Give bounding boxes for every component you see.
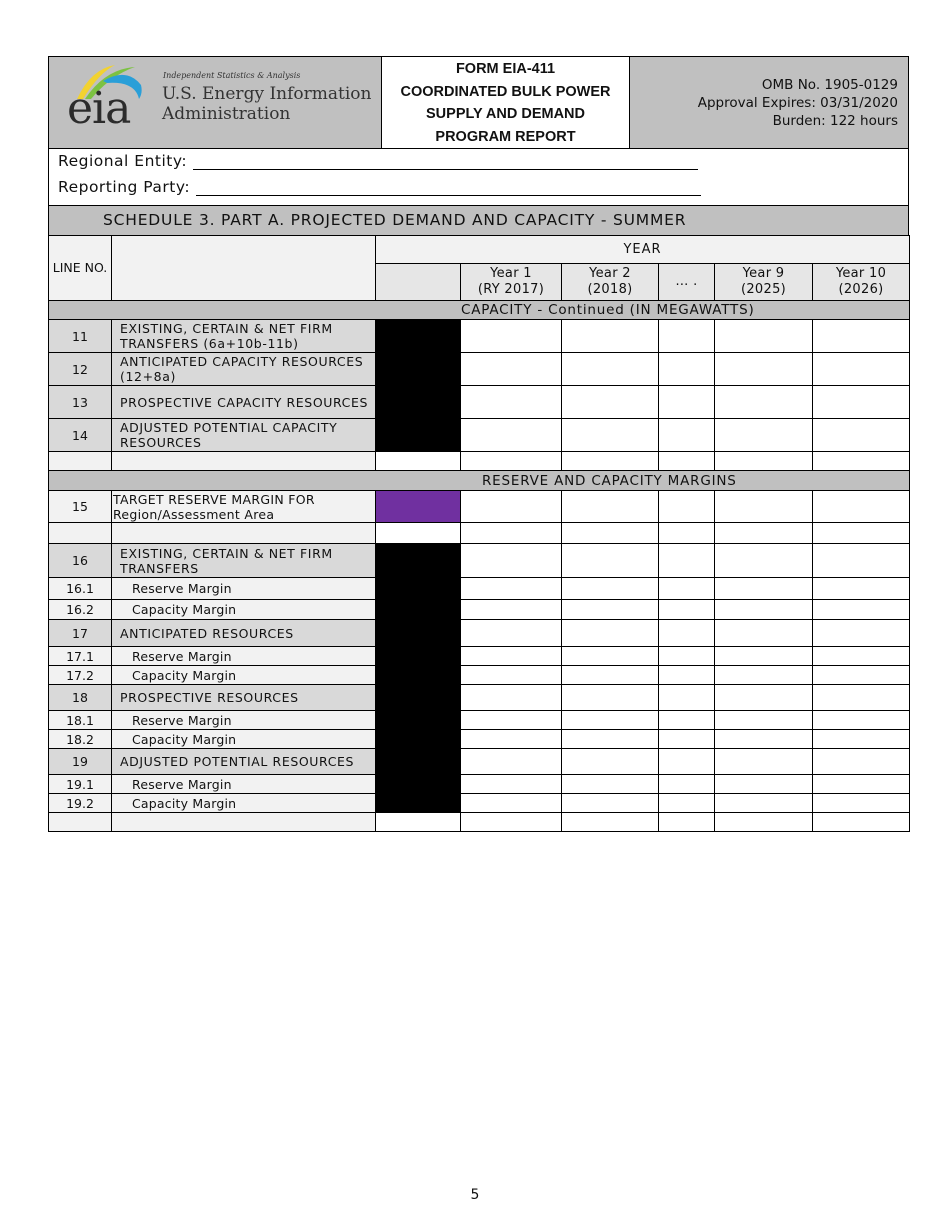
line-number: 16.1: [49, 578, 112, 600]
input-cell[interactable]: [715, 666, 813, 685]
input-cell[interactable]: [461, 775, 562, 794]
input-cell[interactable]: [715, 544, 813, 578]
logo-org-name: U.S. Energy Information Administration: [162, 84, 372, 124]
input-cell[interactable]: [659, 794, 715, 813]
section-capacity: CAPACITY - Continued (IN MEGAWATTS): [49, 301, 910, 320]
input-cell[interactable]: [461, 491, 562, 523]
spacer-row: [49, 813, 910, 832]
input-cell[interactable]: [461, 320, 562, 353]
regional-entity-row: [58, 152, 698, 170]
input-cell[interactable]: [715, 353, 813, 386]
input-cell[interactable]: [813, 775, 910, 794]
input-cell[interactable]: [461, 353, 562, 386]
input-cell[interactable]: [659, 386, 715, 419]
input-cell[interactable]: [715, 775, 813, 794]
input-cell[interactable]: [715, 685, 813, 711]
input-cell[interactable]: [715, 578, 813, 600]
input-cell[interactable]: [461, 730, 562, 749]
year-col-header: Year 2 (2018): [562, 264, 659, 301]
approval-expires: Approval Expires: 03/31/2020: [697, 94, 898, 111]
input-cell[interactable]: [461, 600, 562, 620]
line-number: 18: [49, 685, 112, 711]
input-cell[interactable]: [461, 578, 562, 600]
row-label: PROSPECTIVE RESOURCES: [112, 685, 376, 711]
omb-number: OMB No. 1905-0129: [761, 76, 898, 93]
section-margins: RESERVE AND CAPACITY MARGINS: [49, 471, 910, 491]
form-header: [48, 56, 909, 149]
input-cell[interactable]: [715, 647, 813, 666]
input-cell[interactable]: [813, 353, 910, 386]
input-cell[interactable]: [715, 320, 813, 353]
line-number: 14: [49, 419, 112, 452]
input-cell[interactable]: [813, 419, 910, 452]
line-number: 17.2: [49, 666, 112, 685]
input-cell[interactable]: [659, 647, 715, 666]
line-number: 18.1: [49, 711, 112, 730]
row-label: Reserve Margin: [112, 775, 376, 794]
table-row: [49, 749, 910, 775]
year-col-header: … .: [659, 264, 715, 301]
input-cell[interactable]: [813, 794, 910, 813]
input-cell[interactable]: [659, 419, 715, 452]
row-label: Capacity Margin: [112, 600, 376, 620]
table-row: [49, 620, 910, 647]
burden-hours: Burden: 122 hours: [772, 112, 898, 129]
input-cell[interactable]: [562, 491, 659, 523]
description-header: [112, 236, 376, 301]
line-number: 19.2: [49, 794, 112, 813]
omb-info: [630, 57, 908, 148]
input-cell[interactable]: [461, 666, 562, 685]
input-cell[interactable]: [659, 620, 715, 647]
input-cell[interactable]: [715, 419, 813, 452]
input-cell[interactable]: [659, 600, 715, 620]
line-number: 18.2: [49, 730, 112, 749]
input-cell[interactable]: [715, 794, 813, 813]
reporting-party-field[interactable]: [196, 178, 701, 196]
row-label: Capacity Margin: [112, 730, 376, 749]
row-label: Capacity Margin: [112, 666, 376, 685]
input-cell[interactable]: [715, 491, 813, 523]
input-cell[interactable]: [813, 620, 910, 647]
year-header: YEAR: [376, 236, 910, 264]
row-label: Reserve Margin: [112, 711, 376, 730]
line-number: 12: [49, 353, 112, 386]
blocked-cell: [376, 419, 461, 452]
row-label: Reserve Margin: [112, 647, 376, 666]
input-cell[interactable]: [659, 666, 715, 685]
year-col-header: Year 1 (RY 2017): [461, 264, 562, 301]
entity-section: [48, 148, 909, 206]
input-cell[interactable]: [562, 730, 659, 749]
row-label: TARGET RESERVE MARGIN FOR Region/Assessment Area: [112, 491, 376, 523]
table-row: [49, 491, 910, 523]
input-cell[interactable]: [659, 730, 715, 749]
line-number: 17.1: [49, 647, 112, 666]
eia-wordmark: eia: [67, 83, 131, 134]
row-label: ADJUSTED POTENTIAL CAPACITY RESOURCES: [112, 419, 376, 452]
table-row: [49, 685, 910, 711]
input-cell[interactable]: [813, 578, 910, 600]
row-label: Reserve Margin: [112, 578, 376, 600]
input-cell[interactable]: [813, 386, 910, 419]
input-cell[interactable]: [562, 578, 659, 600]
year-col-header: Year 9 (2025): [715, 264, 813, 301]
year-col-header: Year 10 (2026): [813, 264, 910, 301]
row-label: ANTICIPATED CAPACITY RESOURCES (12+8a): [112, 353, 376, 386]
input-cell[interactable]: [562, 620, 659, 647]
input-cell[interactable]: [813, 544, 910, 578]
input-cell[interactable]: [813, 730, 910, 749]
row-label: Capacity Margin: [112, 794, 376, 813]
input-cell[interactable]: [562, 600, 659, 620]
row-label: EXISTING, CERTAIN & NET FIRM TRANSFERS (6a+10b-11b): [112, 320, 376, 353]
input-cell[interactable]: [562, 749, 659, 775]
input-cell[interactable]: [659, 353, 715, 386]
input-cell[interactable]: [562, 386, 659, 419]
line-no-header: LINE NO.: [49, 236, 112, 301]
input-cell[interactable]: [715, 711, 813, 730]
regional-entity-label: Regional Entity:: [58, 152, 188, 170]
input-cell[interactable]: [659, 685, 715, 711]
input-cell[interactable]: [562, 685, 659, 711]
input-cell[interactable]: [562, 775, 659, 794]
input-cell[interactable]: [715, 386, 813, 419]
blocked-cell: [376, 386, 461, 419]
input-cell[interactable]: [659, 711, 715, 730]
input-cell[interactable]: [562, 320, 659, 353]
input-cell[interactable]: [813, 491, 910, 523]
input-cell[interactable]: [562, 544, 659, 578]
input-cell[interactable]: [659, 775, 715, 794]
input-cell[interactable]: [562, 353, 659, 386]
spacer-row: [49, 523, 910, 544]
table-row: [49, 666, 910, 685]
page-number: 5: [470, 1187, 480, 1203]
input-cell[interactable]: [813, 647, 910, 666]
table-row: [49, 647, 910, 666]
row-label: PROSPECTIVE CAPACITY RESOURCES: [112, 386, 376, 419]
input-cell[interactable]: [715, 749, 813, 775]
line-number: 15: [49, 491, 112, 523]
input-cell[interactable]: [461, 749, 562, 775]
input-cell[interactable]: [562, 419, 659, 452]
input-cell[interactable]: [813, 666, 910, 685]
input-cell[interactable]: [461, 711, 562, 730]
blocked-cell: [376, 353, 461, 386]
input-cell[interactable]: [562, 666, 659, 685]
table-row: [49, 794, 910, 813]
row-label: ANTICIPATED RESOURCES: [112, 620, 376, 647]
input-cell[interactable]: [562, 647, 659, 666]
input-cell[interactable]: [813, 320, 910, 353]
table-row: [49, 711, 910, 730]
eia-logo: [49, 57, 382, 148]
input-cell[interactable]: [562, 794, 659, 813]
input-cell[interactable]: [715, 620, 813, 647]
blocked-cell: [376, 544, 461, 813]
input-cell[interactable]: [813, 749, 910, 775]
input-cell[interactable]: [461, 544, 562, 578]
input-cell[interactable]: [715, 600, 813, 620]
spacer-row: [49, 452, 910, 471]
logo-tagline: Independent Statistics & Analysis: [163, 71, 301, 80]
line-number: 16.2: [49, 600, 112, 620]
row-label: ADJUSTED POTENTIAL RESOURCES: [112, 749, 376, 775]
input-cell[interactable]: [659, 491, 715, 523]
input-cell[interactable]: [813, 711, 910, 730]
reporting-party-row: [58, 178, 701, 196]
input-cell[interactable]: [659, 544, 715, 578]
input-cell[interactable]: [715, 730, 813, 749]
input-cell[interactable]: [461, 794, 562, 813]
input-cell[interactable]: [461, 386, 562, 419]
reporting-party-label: Reporting Party:: [58, 178, 191, 196]
form-title: FORM EIA-411 COORDINATED BULK POWER SUPPLY AND DEMAND PROGRAM REPORT: [382, 57, 630, 148]
input-cell[interactable]: [461, 419, 562, 452]
line-number: 19: [49, 749, 112, 775]
input-cell[interactable]: [562, 711, 659, 730]
row-label: EXISTING, CERTAIN & NET FIRM TRANSFERS: [112, 544, 376, 578]
table-row: [49, 600, 910, 620]
input-cell[interactable]: [461, 685, 562, 711]
table-row: [49, 578, 910, 600]
input-cell[interactable]: [813, 685, 910, 711]
table-row: [49, 353, 910, 386]
line-number: 13: [49, 386, 112, 419]
line-number: 16: [49, 544, 112, 578]
input-cell[interactable]: [659, 749, 715, 775]
table-row: [49, 544, 910, 578]
table-row: [49, 320, 910, 353]
schedule-title: SCHEDULE 3. PART A. PROJECTED DEMAND AND CAPACITY - SUMMER: [48, 205, 909, 236]
blocked-cell: [376, 320, 461, 353]
blank-year-header: [376, 264, 461, 301]
line-number: 11: [49, 320, 112, 353]
target-input-cell[interactable]: [376, 491, 461, 523]
input-cell[interactable]: [813, 600, 910, 620]
regional-entity-field[interactable]: [193, 152, 698, 170]
input-cell[interactable]: [659, 578, 715, 600]
table-row: [49, 775, 910, 794]
table-row: [49, 419, 910, 452]
schedule-table: [48, 235, 910, 832]
line-number: 17: [49, 620, 112, 647]
input-cell[interactable]: [659, 320, 715, 353]
input-cell[interactable]: [461, 620, 562, 647]
line-number: 19.1: [49, 775, 112, 794]
input-cell[interactable]: [461, 647, 562, 666]
table-row: [49, 730, 910, 749]
table-row: [49, 386, 910, 419]
